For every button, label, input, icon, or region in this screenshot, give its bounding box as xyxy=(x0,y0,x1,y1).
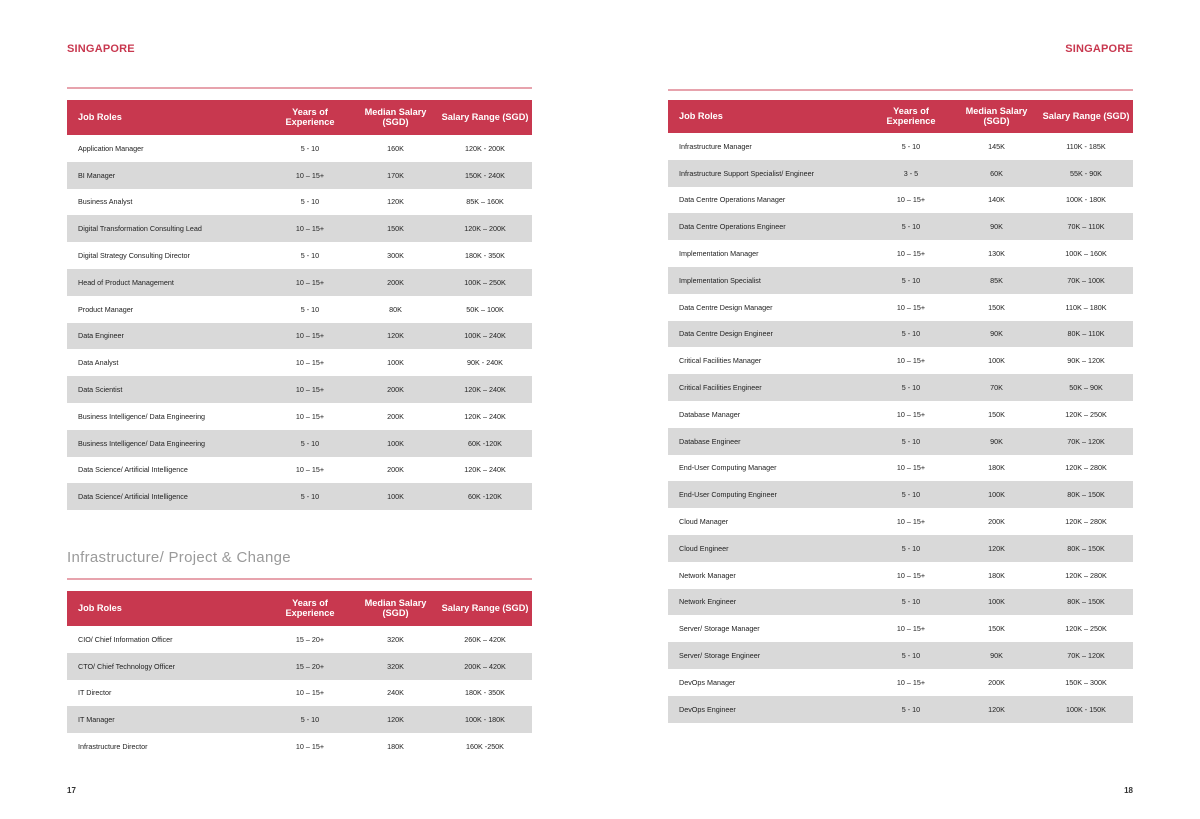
table-row xyxy=(67,269,532,296)
job-role-cell: IT Manager xyxy=(67,706,267,733)
table-row xyxy=(668,213,1133,240)
median-salary-cell: 160K xyxy=(387,143,404,153)
column-header: Years of Experience xyxy=(267,591,353,626)
table-row xyxy=(668,374,1133,401)
table-row xyxy=(668,669,1133,696)
table-row xyxy=(668,267,1133,294)
median-salary-cell: 90K xyxy=(954,213,1039,240)
experience-cell: 5 - 10 xyxy=(300,304,320,314)
table-row xyxy=(668,642,1133,669)
job-role-cell: Database Engineer xyxy=(668,428,868,455)
median-salary-cell: 200K xyxy=(387,411,404,421)
experience-cell: 5 - 10 xyxy=(868,267,954,294)
salary-range-cell: 120K – 240K xyxy=(464,465,506,475)
experience-cell: 15 – 20+ xyxy=(295,634,325,644)
table-row xyxy=(67,653,532,680)
median-salary-cell: 100K xyxy=(954,589,1039,616)
experience-cell: 10 – 15+ xyxy=(896,195,926,205)
table-row xyxy=(668,294,1133,321)
median-salary-cell: 150K xyxy=(988,409,1005,419)
table-row xyxy=(67,296,532,323)
experience-cell: 10 – 15+ xyxy=(267,376,353,403)
experience-cell: 5 - 10 xyxy=(267,706,353,733)
salary-range-cell: 180K - 350K xyxy=(465,688,505,698)
salary-range-cell: 80K – 150K xyxy=(1039,589,1133,616)
experience-cell: 10 – 15+ xyxy=(295,358,325,368)
salary-range-cell: 160K -250K xyxy=(466,742,504,752)
median-salary-cell: 200K xyxy=(387,465,404,475)
salary-range-cell: 120K – 240K xyxy=(464,411,506,421)
job-role-cell: Infrastructure Director xyxy=(78,742,148,752)
table-row xyxy=(668,321,1133,348)
experience-cell: 5 - 10 xyxy=(868,589,954,616)
job-role-cell: Business Intelligence/ Data Engineering xyxy=(78,411,206,421)
table-row xyxy=(668,481,1133,508)
experience-cell: 5 - 10 xyxy=(868,428,954,455)
median-salary-cell: 60K xyxy=(954,160,1039,187)
table-row xyxy=(668,562,1133,589)
salary-range-cell: 120K – 280K xyxy=(1065,517,1107,527)
median-salary-cell: 120K xyxy=(353,706,438,733)
salary-range-cell: 150K - 240K xyxy=(438,162,532,189)
salary-range-cell: 90K - 240K xyxy=(467,358,503,368)
experience-cell: 10 – 15+ xyxy=(896,249,926,259)
table-row xyxy=(668,428,1133,455)
salary-range-cell: 100K - 150K xyxy=(1039,696,1133,723)
salary-range-cell: 120K – 250K xyxy=(1065,624,1107,634)
column-header: Salary Range (SGD) xyxy=(1039,100,1133,133)
job-role-cell: Data Centre Design Manager xyxy=(679,302,773,312)
median-salary-cell: 70K xyxy=(954,374,1039,401)
experience-cell: 10 – 15+ xyxy=(295,411,325,421)
salary-range-cell: 200K – 420K xyxy=(438,653,532,680)
experience-cell: 10 – 15+ xyxy=(896,624,926,634)
median-salary-cell: 200K xyxy=(353,269,438,296)
salary-range-cell: 100K - 180K xyxy=(438,706,532,733)
experience-cell: 10 – 15+ xyxy=(896,517,926,527)
experience-cell: 15 – 20+ xyxy=(267,653,353,680)
table-row xyxy=(67,706,532,733)
experience-cell: 5 - 10 xyxy=(901,141,921,151)
table-row xyxy=(67,483,532,510)
median-salary-cell: 90K xyxy=(954,321,1039,348)
salary-range-cell: 110K - 185K xyxy=(1066,141,1106,151)
median-salary-cell: 240K xyxy=(387,688,404,698)
column-header: Salary Range (SGD) xyxy=(438,100,532,135)
right-page xyxy=(600,0,1200,819)
median-salary-cell: 200K xyxy=(353,376,438,403)
salary-range-cell: 60K -120K xyxy=(438,483,532,510)
salary-range-cell: 60K -120K xyxy=(438,430,532,457)
salary-range-cell: 100K - 180K xyxy=(1066,195,1106,205)
country-heading: SINGAPORE xyxy=(1065,43,1133,55)
column-header: Job Roles xyxy=(67,100,267,135)
median-salary-cell: 200K xyxy=(988,677,1005,687)
job-role-cell: Infrastructure Support Specialist/ Engineer xyxy=(668,160,868,187)
header-rule xyxy=(67,87,532,89)
table-header-row xyxy=(668,100,1133,133)
salary-range-cell: 55K - 90K xyxy=(1039,160,1133,187)
salary-range-cell: 70K – 100K xyxy=(1039,267,1133,294)
median-salary-cell: 150K xyxy=(988,624,1005,634)
table-row xyxy=(67,215,532,242)
page-number: 18 xyxy=(1124,786,1133,795)
job-role-cell: Digital Transformation Consulting Lead xyxy=(67,215,267,242)
salary-range-cell: 120K – 240K xyxy=(438,376,532,403)
salary-range-cell: 120K - 200K xyxy=(465,143,505,153)
job-role-cell: Server/ Storage Engineer xyxy=(668,642,868,669)
median-salary-cell: 130K xyxy=(988,249,1005,259)
salary-range-cell: 110K – 180K xyxy=(1065,302,1107,312)
job-role-cell: Data Analyst xyxy=(78,358,119,368)
salary-range-cell: 80K – 150K xyxy=(1039,481,1133,508)
job-role-cell: Data Science/ Artificial Intelligence xyxy=(78,465,188,475)
salary-range-cell: 260K – 420K xyxy=(464,634,506,644)
header-rule xyxy=(668,89,1133,91)
column-header: Years of Experience xyxy=(267,100,353,135)
salary-range-cell: 85K – 160K xyxy=(466,197,504,207)
experience-cell: 10 – 15+ xyxy=(267,323,353,350)
median-salary-cell: 100K xyxy=(988,356,1005,366)
experience-cell: 5 - 10 xyxy=(868,481,954,508)
table-row xyxy=(668,401,1133,428)
job-role-cell: Data Centre Operations Manager xyxy=(679,195,786,205)
column-header: Salary Range (SGD) xyxy=(438,591,532,626)
table-row xyxy=(67,457,532,484)
table-header-row xyxy=(67,591,532,626)
median-salary-cell: 100K xyxy=(387,358,404,368)
median-salary-cell: 120K xyxy=(954,696,1039,723)
column-header: Median Salary (SGD) xyxy=(353,591,438,626)
job-role-cell: Data Scientist xyxy=(67,376,267,403)
job-role-cell: Business Analyst xyxy=(78,197,133,207)
salary-range-cell: 70K – 120K xyxy=(1039,428,1133,455)
job-role-cell: DevOps Manager xyxy=(679,677,736,687)
median-salary-cell: 320K xyxy=(387,634,404,644)
table-row xyxy=(67,733,532,760)
job-role-cell: Network Manager xyxy=(679,570,736,580)
experience-cell: 10 – 15+ xyxy=(295,688,325,698)
salary-range-cell: 100K – 250K xyxy=(438,269,532,296)
median-salary-cell: 320K xyxy=(353,653,438,680)
table-row xyxy=(668,535,1133,562)
experience-cell: 5 - 10 xyxy=(868,535,954,562)
salary-range-cell: 80K – 150K xyxy=(1039,535,1133,562)
job-role-cell: Infrastructure Manager xyxy=(679,141,752,151)
salary-range-cell: 150K – 300K xyxy=(1065,677,1107,687)
job-role-cell: Cloud Manager xyxy=(679,517,729,527)
country-heading: SINGAPORE xyxy=(67,43,135,55)
job-role-cell: Network Engineer xyxy=(668,589,868,616)
salary-range-cell: 70K – 110K xyxy=(1039,213,1133,240)
table-row xyxy=(67,376,532,403)
table-row xyxy=(67,349,532,376)
job-role-cell: CTO/ Chief Technology Officer xyxy=(67,653,267,680)
table-row xyxy=(668,187,1133,214)
median-salary-cell: 120K xyxy=(954,535,1039,562)
column-header: Job Roles xyxy=(67,591,267,626)
experience-cell: 10 – 15+ xyxy=(896,409,926,419)
experience-cell: 10 – 15+ xyxy=(896,356,926,366)
salary-range-cell: 100K – 160K xyxy=(1065,249,1107,259)
job-role-cell: Data Engineer xyxy=(67,323,267,350)
table-row xyxy=(67,135,532,162)
job-role-cell: Digital Strategy Consulting Director xyxy=(78,251,190,261)
median-salary-cell: 145K xyxy=(988,141,1005,151)
salary-range-cell: 120K – 250K xyxy=(1065,409,1107,419)
experience-cell: 5 - 10 xyxy=(868,213,954,240)
job-role-cell: Database Manager xyxy=(679,409,741,419)
median-salary-cell: 180K xyxy=(988,463,1005,473)
experience-cell: 5 - 10 xyxy=(300,143,320,153)
median-salary-cell: 300K xyxy=(387,251,404,261)
salary-table-infrastructure-continued xyxy=(668,100,1133,723)
median-salary-cell: 120K xyxy=(387,197,404,207)
table-row xyxy=(668,508,1133,535)
job-role-cell: Head of Product Management xyxy=(67,269,267,296)
job-role-cell: Data Science/ Artificial Intelligence xyxy=(67,483,267,510)
page-number: 17 xyxy=(67,786,76,795)
experience-cell: 5 - 10 xyxy=(267,483,353,510)
table-row xyxy=(668,615,1133,642)
job-role-cell: Application Manager xyxy=(78,143,144,153)
experience-cell: 3 - 5 xyxy=(868,160,954,187)
job-role-cell: CIO/ Chief Information Officer xyxy=(78,634,173,644)
median-salary-cell: 180K xyxy=(988,570,1005,580)
job-role-cell: Critical Facilities Manager xyxy=(679,356,762,366)
experience-cell: 10 – 15+ xyxy=(896,463,926,473)
job-role-cell: Data Centre Operations Engineer xyxy=(668,213,868,240)
table-row xyxy=(67,162,532,189)
median-salary-cell: 100K xyxy=(954,481,1039,508)
experience-cell: 10 – 15+ xyxy=(295,465,325,475)
experience-cell: 5 - 10 xyxy=(868,374,954,401)
job-role-cell: IT Director xyxy=(78,688,112,698)
salary-range-cell: 50K – 100K xyxy=(466,304,504,314)
job-role-cell: Cloud Engineer xyxy=(668,535,868,562)
table-row xyxy=(668,133,1133,160)
median-salary-cell: 85K xyxy=(954,267,1039,294)
experience-cell: 5 - 10 xyxy=(868,321,954,348)
salary-range-cell: 100K – 240K xyxy=(438,323,532,350)
median-salary-cell: 90K xyxy=(954,642,1039,669)
job-role-cell: End-User Computing Engineer xyxy=(668,481,868,508)
column-header: Median Salary (SGD) xyxy=(353,100,438,135)
salary-range-cell: 70K – 120K xyxy=(1039,642,1133,669)
salary-range-cell: 80K – 110K xyxy=(1039,321,1133,348)
salary-range-cell: 90K – 120K xyxy=(1067,356,1105,366)
job-role-cell: Implementation Specialist xyxy=(668,267,868,294)
median-salary-cell: 140K xyxy=(988,195,1005,205)
experience-cell: 10 – 15+ xyxy=(896,677,926,687)
median-salary-cell: 170K xyxy=(353,162,438,189)
column-header: Median Salary (SGD) xyxy=(954,100,1039,133)
job-role-cell: End-User Computing Manager xyxy=(679,463,777,473)
job-role-cell: Product Manager xyxy=(78,304,134,314)
column-header: Years of Experience xyxy=(868,100,954,133)
table-row xyxy=(67,323,532,350)
job-role-cell: Critical Facilities Engineer xyxy=(668,374,868,401)
experience-cell: 10 – 15+ xyxy=(267,215,353,242)
experience-cell: 5 - 10 xyxy=(300,251,320,261)
salary-range-cell: 120K – 200K xyxy=(438,215,532,242)
job-role-cell: Business Intelligence/ Data Engineering xyxy=(67,430,267,457)
job-role-cell: BI Manager xyxy=(67,162,267,189)
experience-cell: 10 – 15+ xyxy=(267,162,353,189)
job-role-cell: Implementation Manager xyxy=(679,249,759,259)
experience-cell: 5 - 10 xyxy=(868,642,954,669)
job-role-cell: Data Centre Design Engineer xyxy=(668,321,868,348)
experience-cell: 10 – 15+ xyxy=(896,302,926,312)
median-salary-cell: 100K xyxy=(353,430,438,457)
table-row xyxy=(67,430,532,457)
median-salary-cell: 200K xyxy=(988,517,1005,527)
table-row xyxy=(668,589,1133,616)
table-row xyxy=(67,242,532,269)
median-salary-cell: 80K xyxy=(389,304,402,314)
table-row xyxy=(67,680,532,707)
table-row xyxy=(67,403,532,430)
experience-cell: 10 – 15+ xyxy=(267,269,353,296)
salary-range-cell: 180K - 350K xyxy=(465,251,505,261)
table-row xyxy=(67,189,532,216)
median-salary-cell: 100K xyxy=(353,483,438,510)
experience-cell: 5 - 10 xyxy=(300,197,320,207)
median-salary-cell: 90K xyxy=(954,428,1039,455)
table-row xyxy=(668,160,1133,187)
experience-cell: 5 - 10 xyxy=(868,696,954,723)
job-role-cell: Server/ Storage Manager xyxy=(679,624,760,634)
experience-cell: 10 – 15+ xyxy=(295,742,325,752)
table-row xyxy=(668,455,1133,482)
salary-table-general xyxy=(67,100,532,510)
job-role-cell: DevOps Engineer xyxy=(668,696,868,723)
salary-range-cell: 120K – 280K xyxy=(1065,570,1107,580)
column-header: Job Roles xyxy=(668,100,868,133)
median-salary-cell: 150K xyxy=(353,215,438,242)
section-title: Infrastructure/ Project & Change xyxy=(67,549,291,566)
salary-range-cell: 50K – 90K xyxy=(1039,374,1133,401)
median-salary-cell: 120K xyxy=(353,323,438,350)
table-header-row xyxy=(67,100,532,135)
experience-cell: 5 - 10 xyxy=(267,430,353,457)
table-row xyxy=(668,696,1133,723)
section-rule xyxy=(67,578,532,580)
median-salary-cell: 150K xyxy=(988,302,1005,312)
table-row xyxy=(67,626,532,653)
table-row xyxy=(668,347,1133,374)
salary-range-cell: 120K – 280K xyxy=(1065,463,1107,473)
salary-table-infrastructure xyxy=(67,591,532,760)
table-row xyxy=(668,240,1133,267)
median-salary-cell: 180K xyxy=(387,742,404,752)
experience-cell: 10 – 15+ xyxy=(896,570,926,580)
